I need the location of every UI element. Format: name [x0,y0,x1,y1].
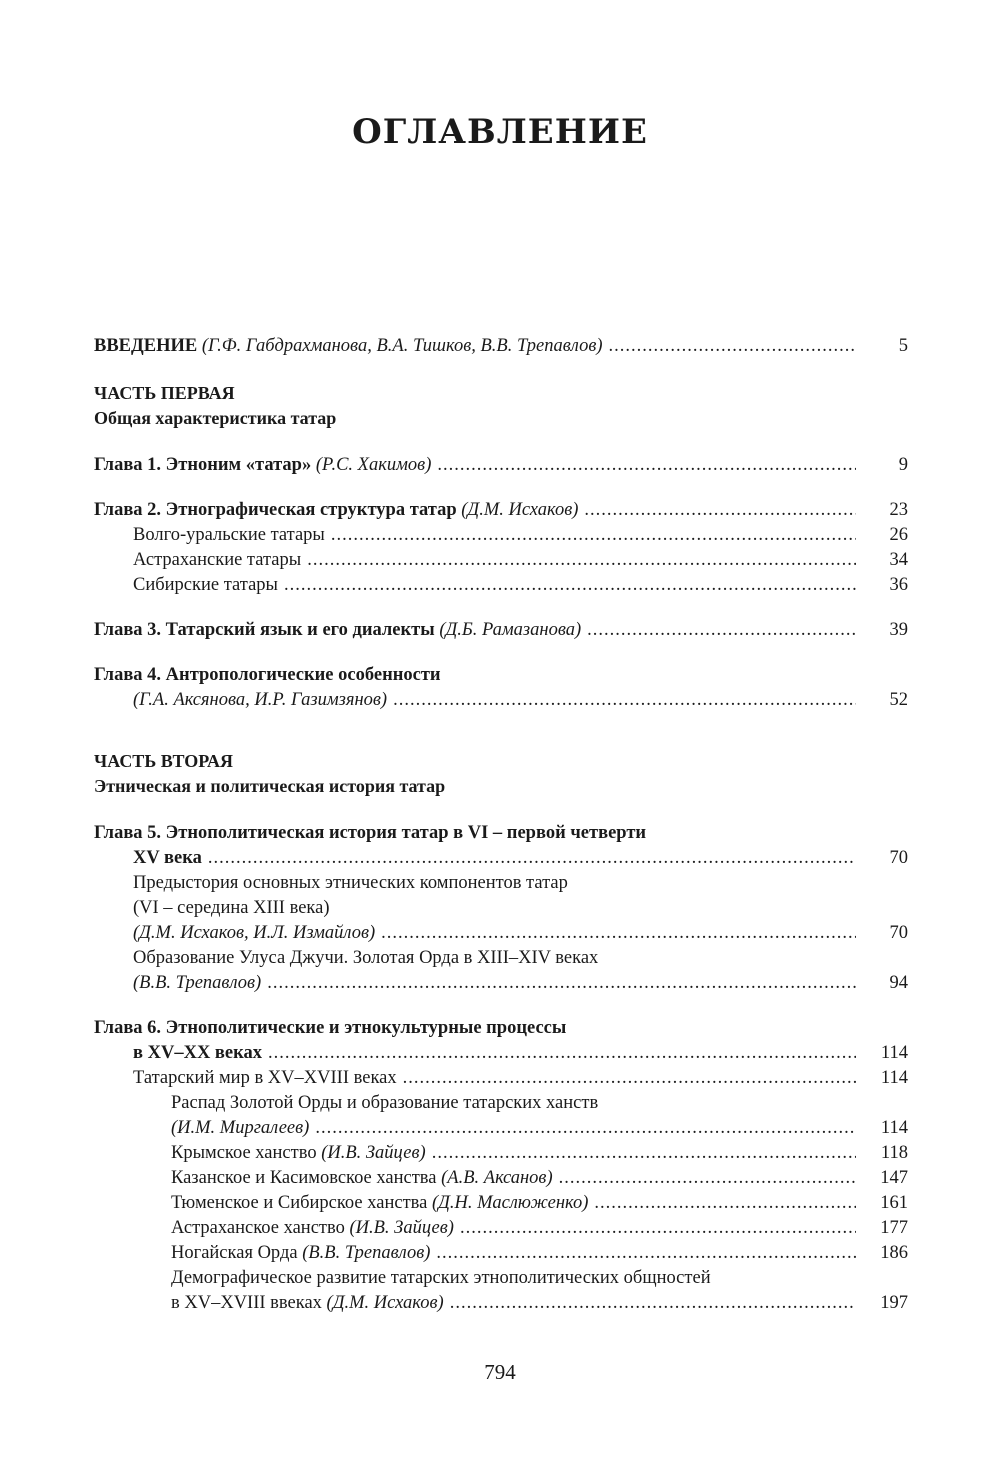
table-of-contents [94,334,910,1316]
entry-authors: (Г.А. Аксянова, И.Р. Газимзянов) [133,690,388,710]
page-ref: 26 [889,525,908,545]
page-ref: 70 [889,848,908,868]
leader-dots [450,1291,856,1316]
toc-entry-ch3[interactable] [94,618,910,643]
toc-entry-ch6-a-title[interactable]: Распад Золотой Орды и образование татарских ханств [171,1093,599,1113]
leader-dots [268,1041,856,1066]
toc-entry-ch5[interactable] [94,846,910,871]
page-ref: 70 [889,923,908,943]
page-ref: 36 [889,575,908,595]
page-ref: 197 [880,1293,908,1313]
part-title: ЧАСТЬ ПЕРВАЯ [94,383,235,403]
toc-entry-ch5-s2[interactable] [94,971,910,996]
page-ref: 147 [880,1168,908,1188]
toc-entry-ch6-item[interactable] [94,1216,910,1241]
entry-label: Тюменское и Сибирское ханства [171,1193,428,1213]
leader-dots [381,921,856,946]
entry-label: XV века [133,848,202,868]
page-ref: 23 [889,500,908,520]
entry-label: Астраханские татары [133,550,302,570]
leader-dots [267,971,856,996]
leader-dots [584,498,856,523]
entry-authors: (В.В. Трепавлов) [302,1243,431,1263]
page-title: ОГЛАВЛЕНИЕ [352,112,648,152]
page-ref: 94 [889,973,908,993]
page-ref: 177 [880,1218,908,1238]
entry-label: Глава 2. Этнографическая структура татар [94,500,457,520]
entry-label: Казанское и Касимовское ханства [171,1168,437,1188]
toc-entry-ch6-item[interactable] [94,1141,910,1166]
page-ref: 34 [889,550,908,570]
toc-entry-ch6-title[interactable]: Глава 6. Этнополитические и этнокультурные процессы [94,1018,567,1038]
toc-entry-ch2[interactable] [94,498,910,523]
leader-dots [432,1141,856,1166]
toc-entry-ch2-item[interactable] [94,573,910,598]
leader-dots [609,334,856,359]
entry-authors: (Д.Н. Маслюженко) [432,1193,589,1213]
entry-label: Ногайская Орда [171,1243,298,1263]
entry-label: в XV–XVIII ввеках [171,1293,322,1313]
page-ref: 186 [880,1243,908,1263]
entry-authors: (Д.М. Исхаков) [326,1293,444,1313]
entry-label: Сибирские татары [133,575,278,595]
toc-entry-intro[interactable] [94,334,910,359]
toc-entry-ch4[interactable] [94,688,910,713]
entry-label: ВВЕДЕНИЕ [94,336,198,356]
entry-authors: (А.В. Аксанов) [441,1168,553,1188]
page-ref: 118 [880,1143,908,1163]
part-subtitle: Этническая и политическая история татар [94,776,446,796]
entry-label: Татарский мир в XV–XVIII веках [133,1068,397,1088]
page-ref: 161 [880,1193,908,1213]
toc-entry-ch1[interactable] [94,453,910,478]
leader-dots [594,1191,856,1216]
leader-dots [307,548,856,573]
entry-authors: (В.В. Трепавлов) [133,973,262,993]
toc-entry-ch2-item[interactable] [94,523,910,548]
toc-entry-ch6-d[interactable] [94,1291,910,1316]
entry-label: в XV–XX веках [133,1043,263,1063]
toc-entry-ch6-s1[interactable] [94,1066,910,1091]
page-ref: 114 [880,1118,908,1138]
toc-entry-ch6-d-title[interactable]: Демографическое развитие татарских этнополитических общностей [171,1268,711,1288]
page-ref: 39 [889,620,908,640]
part-subtitle: Общая характеристика татар [94,408,337,428]
entry-authors: (Д.Б. Рамазанова) [439,620,582,640]
page-ref: 9 [898,455,908,475]
entry-authors: (И.В. Зайцев) [321,1143,426,1163]
toc-entry-ch5-s1[interactable] [94,921,910,946]
entry-label: Астраханское ханство [171,1218,345,1238]
entry-label: Глава 1. Этноним «татар» [94,455,312,475]
page-number: 794 [484,1360,516,1384]
entry-label: Крымское ханство [171,1143,317,1163]
leader-dots [437,453,856,478]
leader-dots [208,846,856,871]
toc-entry-ch6[interactable] [94,1041,910,1066]
part-title: ЧАСТЬ ВТОРАЯ [94,751,233,771]
entry-authors: (Г.Ф. Габдрахманова, В.А. Тишков, В.В. Трепавлов) [201,336,603,356]
toc-entry-ch2-item[interactable] [94,548,910,573]
entry-label: Волго-уральские татары [133,525,325,545]
leader-dots [460,1216,856,1241]
leader-dots [284,573,856,598]
leader-dots [587,618,856,643]
entry-authors: (И.М. Миргалеев) [171,1118,310,1138]
leader-dots [559,1166,856,1191]
leader-dots [331,523,856,548]
page-ref: 114 [880,1043,908,1063]
leader-dots [393,688,856,713]
toc-entry-ch6-a[interactable] [94,1116,910,1141]
toc-entry-ch5-s2-title[interactable]: Образование Улуса Джучи. Золотая Орда в XIII–XIV веках [133,948,599,968]
entry-authors: (Д.М. Исхаков) [461,500,579,520]
entry-authors: (И.В. Зайцев) [349,1218,454,1238]
entry-label: Глава 3. Татарский язык и его диалекты [94,620,435,640]
toc-entry-ch5-title[interactable]: Глава 5. Этнополитическая история татар в VI – первой четверти [94,823,647,843]
page-ref: 114 [880,1068,908,1088]
leader-dots [403,1066,856,1091]
leader-dots [436,1241,856,1266]
toc-entry-ch6-item[interactable] [94,1241,910,1266]
toc-entry-ch4-title[interactable]: Глава 4. Антропологические особенности [94,665,441,685]
page-ref: 52 [889,690,908,710]
page-ref: 5 [898,336,908,356]
entry-authors: (Д.М. Исхаков, И.Л. Измайлов) [133,923,376,943]
entry-authors: (Р.С. Хакимов) [315,455,432,475]
toc-entry-ch6-item[interactable] [94,1191,910,1216]
toc-entry-ch6-item[interactable] [94,1166,910,1191]
toc-entry-ch5-s1-title[interactable]: Предыстория основных этнических компонентов татар [133,873,568,893]
leader-dots [315,1116,856,1141]
toc-entry-ch5-s1-title2[interactable]: (VI – середина XIII века) [133,898,330,918]
